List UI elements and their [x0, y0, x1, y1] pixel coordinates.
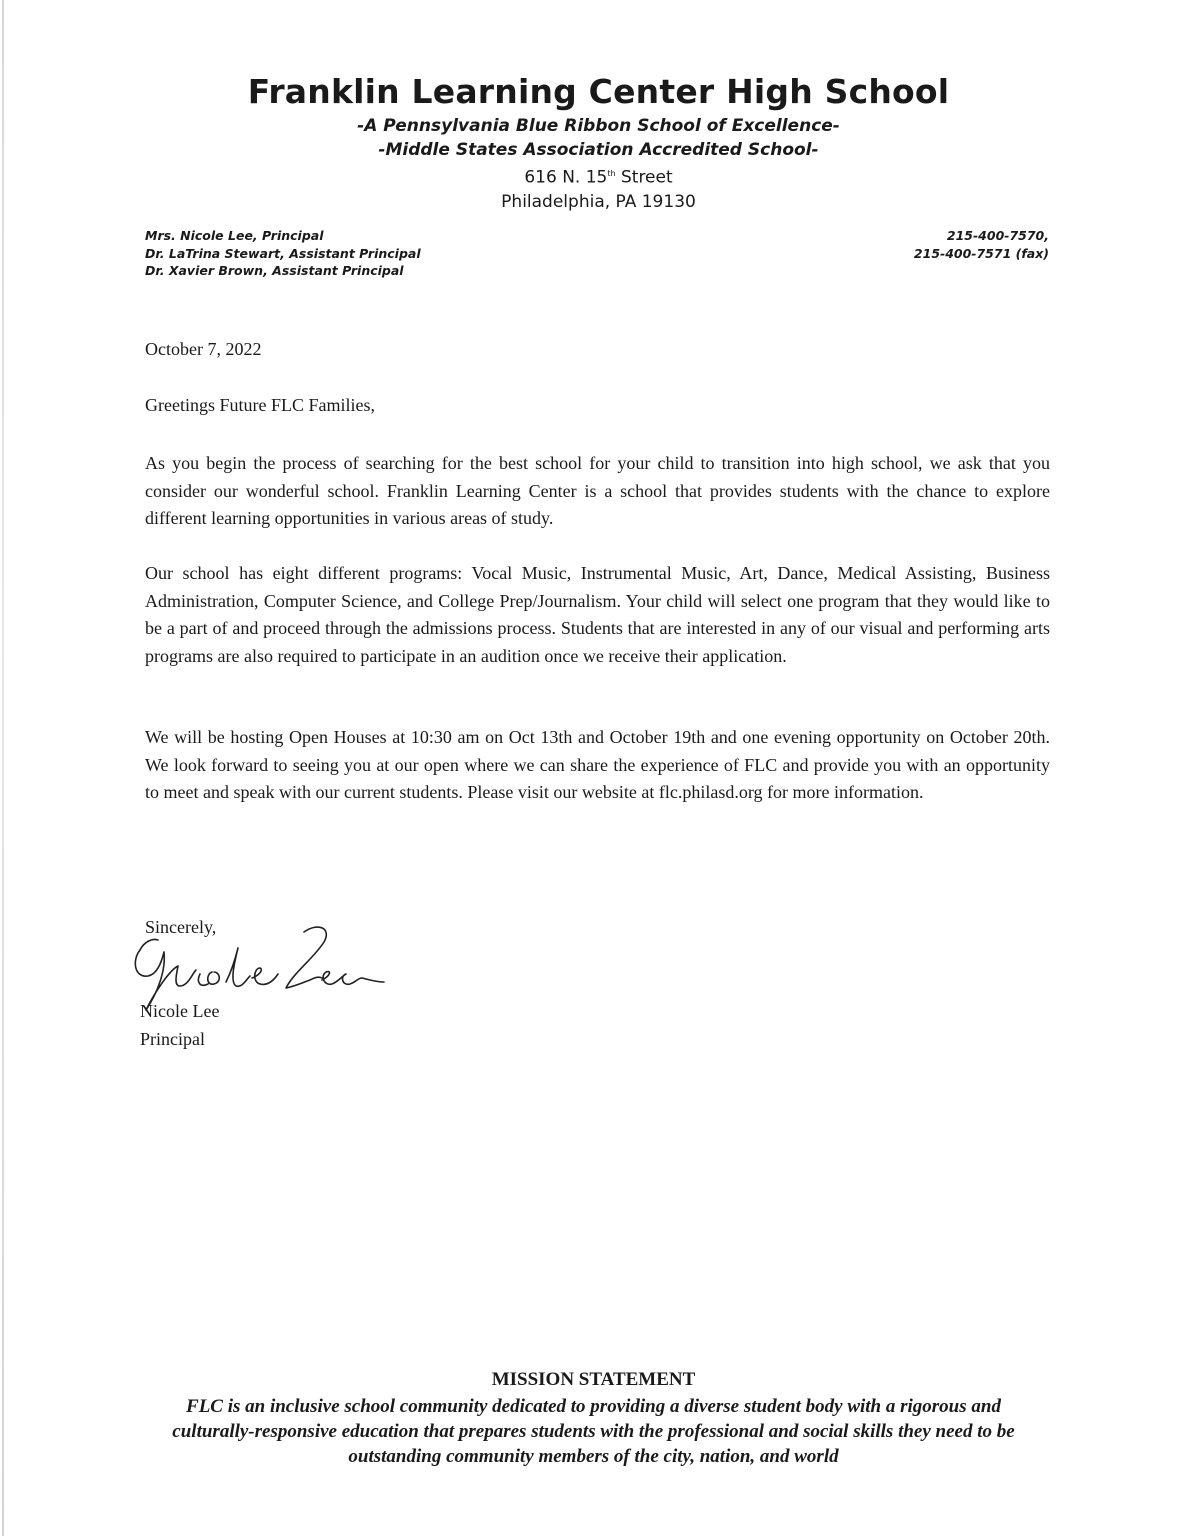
paragraph-intro: As you begin the process of searching for the best school for your child to transition into high school, we ask that you consider our wonderful school. Franklin Learning Center is a school that provides students with the chance to explore different learning opportunities in various areas of study. — [145, 453, 1050, 528]
mission-title: MISSION STATEMENT — [491, 1369, 696, 1390]
letterhead — [0, 70, 1187, 214]
paragraph-programs: Our school has eight different programs: Vocal Music, Instrumental Music, Art, Dance, Medical Assisting, Business Administration, Computer Science, and College Prep/Journalism. Your child will select one program that they would like to be a part of and proceed through the admissions process. Students that are interested in any of our visual and performing arts programs are also required to participate in an audition once we receive their application. — [145, 563, 1050, 666]
mission-text: FLC is an inclusive school community dedicated to providing a diverse student body with a rigorous and culturally-responsive education that prepares students with the professional and social skills they need to be outstanding community members of the city, nation, and world — [172, 1396, 1015, 1467]
city-line: Philadelphia, PA 19130 — [501, 191, 696, 212]
staff-assistant-principal-2: Dr. Xavier Brown, Assistant Principal — [145, 263, 404, 278]
street-number: 616 N. 15 — [524, 167, 608, 188]
signer-title: Principal — [140, 1029, 205, 1049]
signer-name: Nicole Lee — [140, 1001, 220, 1021]
staff-assistant-principal-1: Dr. LaTrina Stewart, Assistant Principal — [145, 245, 421, 261]
school-name: Franklin Learning Center High School — [247, 72, 950, 111]
staff-list — [145, 227, 421, 280]
scan-edge — [2, 0, 4, 1536]
tagline-blue-ribbon: -A Pennsylvania Blue Ribbon School of Excellence- — [357, 116, 840, 136]
mission-statement — [0, 1368, 1187, 1469]
letter-date: October 7, 2022 — [145, 339, 262, 359]
street-suffix: th — [607, 169, 616, 178]
paragraph-open-houses: We will be hosting Open Houses at 10:30 am on Oct 13th and October 19th and one evening opportunity on October 20th. We look forward to seeing you at our open where we can share the experience of FLC and provide you with an opportunity to meet and speak with our current students. Please visit our website at flc.philasd.org for more information. — [145, 727, 1050, 802]
letter-greeting: Greetings Future FLC Families, — [145, 395, 375, 415]
contact-info — [914, 227, 1049, 262]
phone-number: 215-400-7570, — [946, 228, 1049, 243]
staff-principal: Mrs. Nicole Lee, Principal — [145, 228, 324, 243]
fax-number: 215-400-7571 (fax) — [913, 245, 1049, 261]
street-name: Street — [615, 167, 673, 188]
street-address — [10, 162, 1187, 190]
letter-closing: Sincerely, — [145, 917, 217, 937]
tagline-accreditation: -Middle States Association Accredited School- — [378, 140, 819, 160]
